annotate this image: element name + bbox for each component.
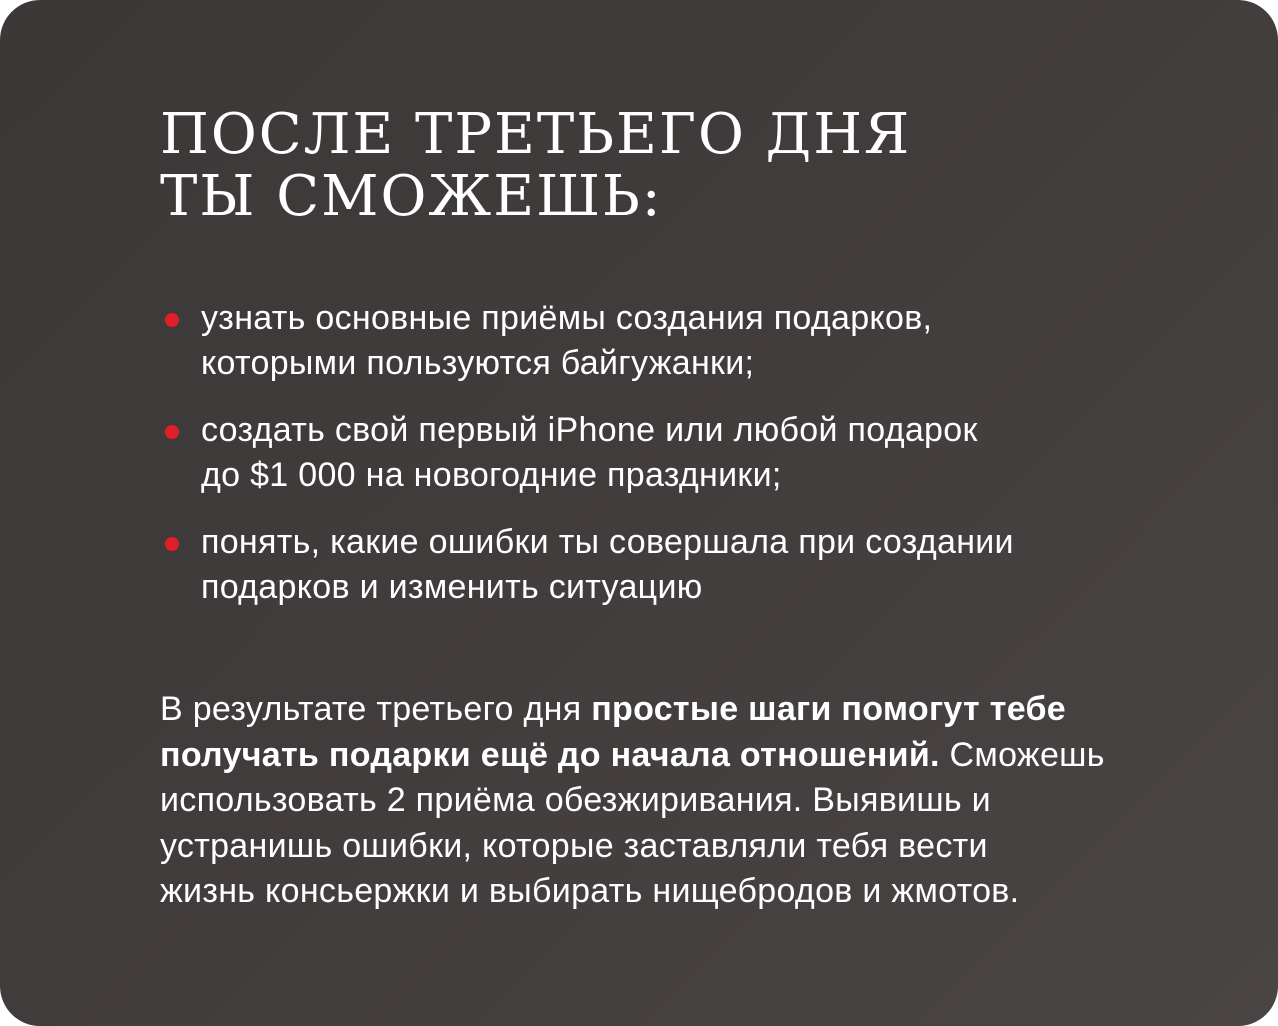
bullet-dot-icon [165, 425, 179, 439]
list-item-text-line-2: подарков и изменить ситуацию [201, 568, 703, 606]
result-line-3: использовать 2 приёма обезжиривания. Выявишь и [160, 781, 991, 819]
benefits-list [160, 296, 1160, 632]
list-item-text-line-2: до $1 000 на новогодние праздники; [201, 456, 782, 494]
list-item [160, 408, 1160, 498]
result-line-4: устранишь ошибки, которые заставляли тебя вести [160, 826, 988, 865]
title-line-2: ТЫ СМОЖЕШЬ: [160, 164, 663, 229]
title-line-1: ПОСЛЕ ТРЕТЬЕГО ДНЯ [160, 102, 912, 167]
list-item-text-line-1: создать свой первый iPhone или любой подарок [201, 411, 978, 449]
result-highlight-2: получать подарки ещё до начала отношений. [160, 735, 940, 774]
page-title [160, 104, 911, 228]
list-item-text-line-1: узнать основные приёмы создания подарков, [201, 299, 933, 337]
result-line-2 [160, 733, 1220, 779]
list-item-text-line-2: которыми пользуются байгужанки; [201, 344, 755, 382]
bullet-dot-icon [165, 313, 179, 327]
result-paragraph [160, 687, 1220, 915]
result-intro: В результате третьего дня [160, 690, 592, 728]
result-line-5: жизнь консьержки и выбирать нищебродов и жмотов. [160, 872, 1020, 910]
list-item [160, 520, 1160, 610]
bullet-dot-icon [165, 537, 179, 551]
result-line-1 [160, 687, 1220, 733]
list-item [160, 296, 1160, 386]
list-item-text-line-1: понять, какие ошибки ты совершала при создании [201, 523, 1014, 561]
result-highlight-1: простые шаги помогут тебе [591, 690, 1066, 728]
result-after-highlight: Сможешь [939, 735, 1105, 774]
